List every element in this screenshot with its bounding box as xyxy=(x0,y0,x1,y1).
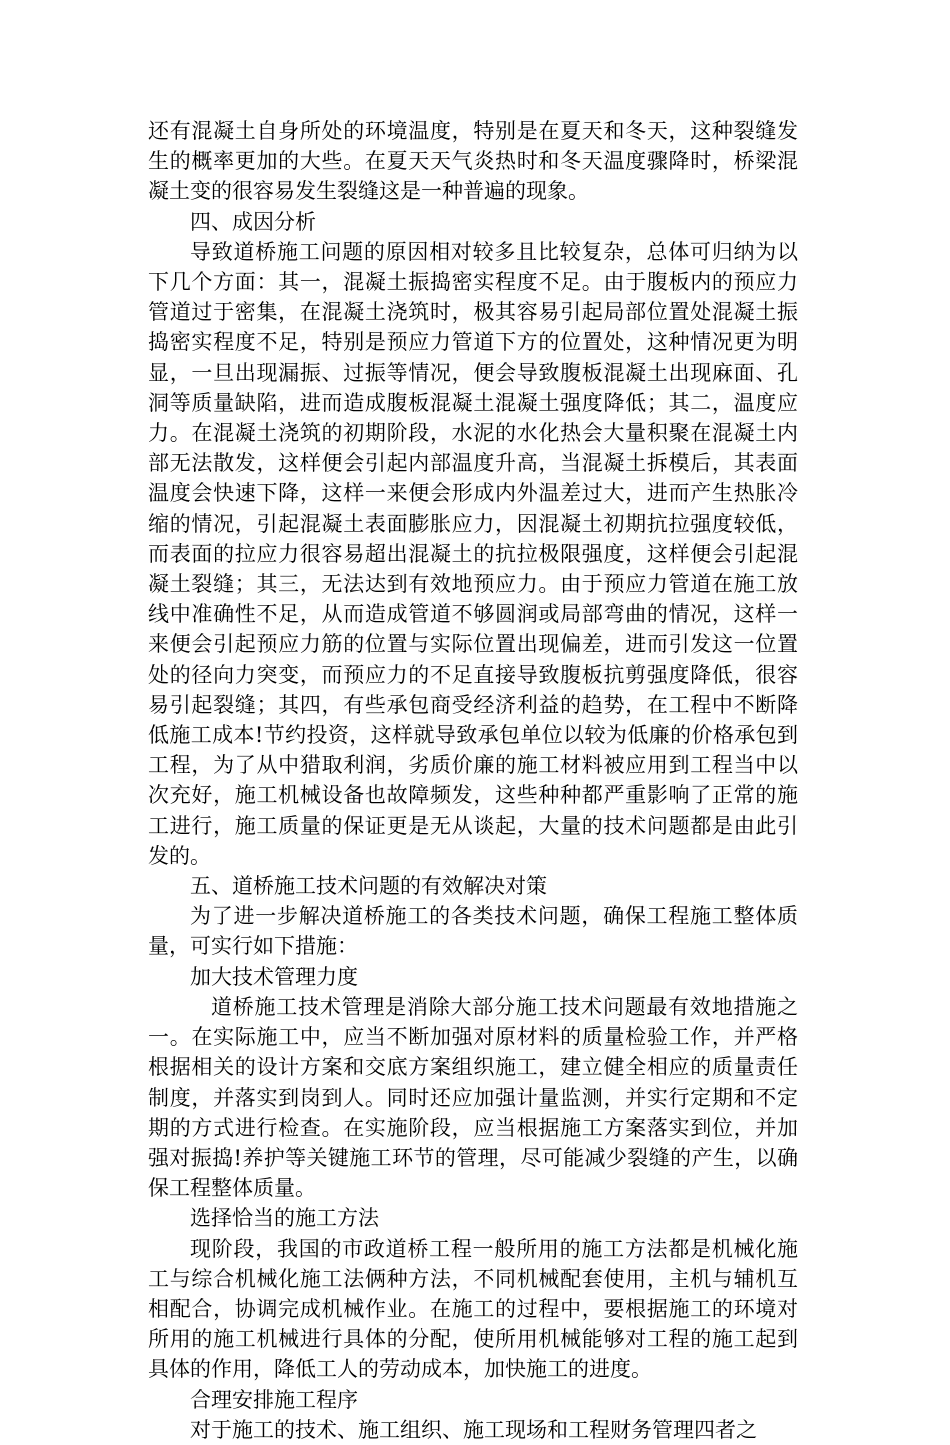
paragraph-construction-procedure: 对于施工的技术、施工组织、施工现场和工程财务管理四者之 xyxy=(190,1417,757,1442)
paragraph-technical-management: 道桥施工技术管理是消除大部分施工技术问题最有效地措施之一。在实际施工中，应当不断加强对原材料的质量检验工作，并严格根据相关的设计方案和交底方案组织施工，建立健全相应的质量责任制度，并落实到岗到人。同时还应加强计量监测，并实行定期和不定期的方式进行检查。在实施阶段，应当根据施工方案落实到位，并加强对振捣!养护等关键施工环节的管理，尽可能减少裂缝的产生，以确保工程整体质量。 xyxy=(148,994,798,1201)
subheading-construction-procedure: 合理安排施工程序 xyxy=(190,1387,358,1412)
section-heading-solutions: 五、道桥施工技术问题的有效解决对策 xyxy=(190,874,547,899)
paragraph-construction-method: 现阶段，我国的市政道桥工程一般所用的施工方法都是机械化施工与综合机械化施工法俩种方法，不同机械配套使用，主机与辅机互相配合，协调完成机械作业。在施工的过程中，要根据施工的环境对所用的施工机械进行具体的分配，使所用机械能够对工程的施工起到具体的作用，降低工人的劳动成本，加快施工的进度。 xyxy=(148,1236,798,1382)
document-page xyxy=(148,116,798,1445)
subheading-construction-method: 选择恰当的施工方法 xyxy=(190,1206,379,1231)
paragraph-solutions-intro: 为了进一步解决道桥施工的各类技术问题，确保工程施工整体质量，可实行如下措施： xyxy=(148,904,798,959)
section-heading-cause-analysis: 四、成因分析 xyxy=(190,209,316,234)
subheading-technical-management: 加大技术管理力度 xyxy=(190,964,358,989)
paragraph-cause-details: 导致道桥施工问题的原因相对较多且比较复杂，总体可归纳为以下几个方面：其一，混凝土振捣密实程度不足。由于腹板内的预应力管道过于密集，在混凝土浇筑时，极其容易引起局部位置处混凝土振捣密实程度不足，特别是预应力管道下方的位置处，这种情况更为明显，一旦出现漏振、过振等情况，便会导致腹板混凝土出现麻面、孔洞等质量缺陷，进而造成腹板混凝土混凝土强度降低；其二，温度应力。在混凝土浇筑的初期阶段，水泥的水化热会大量积聚在混凝土内部无法散发，这样便会引起内部温度升高，当混凝土拆模后，其表面温度会快速下降，这样一来便会形成内外温差过大，进而产生热胀冷缩的情况，引起混凝土表面膨胀应力，因混凝土初期抗拉强度较低，而表面的拉应力很容易超出混凝土的抗拉极限强度，这样便会引起混凝土裂缝；其三，无法达到有效地预应力。由于预应力管道在施工放线中准确性不足，从而造成管道不够圆润或局部弯曲的情况，这样一来便会引起预应力筋的位置与实际位置出现偏差，进而引发这一位置处的径向力突变，而预应力的不足直接导致腹板抗剪强度降低，很容易引起裂缝；其四，有些承包商受经济利益的趋势，在工程中不断降低施工成本!节约投资，这样就导致承包单位以较为低廉的价格承包到工程，为了从中猎取利润，劣质价廉的施工材料被应用到工程当中以次充好，施工机械设备也故障频发，这些种种都严重影响了正常的施工进行，施工质量的保证更是无从谈起，大量的技术问题都是由此引发的。 xyxy=(148,239,798,868)
paragraph-temperature-cracks: 还有混凝土自身所处的环境温度，特别是在夏天和冬天，这种裂缝发生的概率更加的大些。在夏天天气炎热时和冬天温度骤降时，桥梁混凝土变的很容易发生裂缝这是一种普遍的现象。 xyxy=(148,119,798,204)
